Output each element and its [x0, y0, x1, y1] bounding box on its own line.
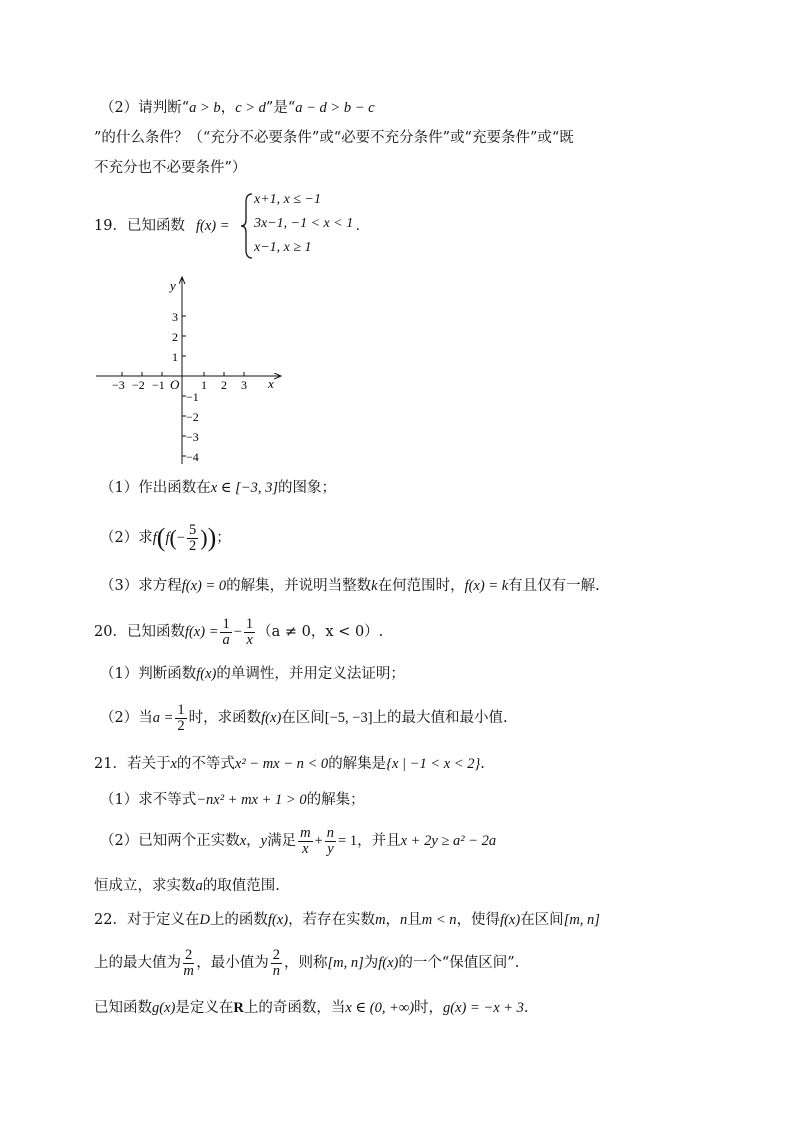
q20-p2-den: 2 [177, 717, 185, 734]
q18-cond2: c > d [235, 100, 266, 116]
q21-p1-math: −nx² + mx + 1 > 0 [196, 792, 307, 808]
q21-p2-num2: n [326, 824, 335, 841]
q22-mn: m < n [421, 912, 457, 928]
q19-p2-minus: − [176, 530, 185, 546]
q20-num1: 1 [222, 615, 230, 632]
y-tick-2: 2 [172, 330, 178, 344]
origin-label: O [170, 377, 180, 392]
q19-p1-math: x ∈ [−3, 3] [210, 480, 278, 496]
q20-den2: x [246, 631, 253, 648]
q20-lhs: f(x) = [184, 624, 219, 640]
q22-line2 [94, 944, 519, 982]
q22-text: ， [385, 912, 401, 928]
q20-num2: 1 [245, 615, 254, 632]
q21-p2-x: x [239, 833, 247, 849]
q20-number: 20．已知函数 [94, 624, 185, 640]
q19-brace [240, 192, 254, 260]
q19-p3-math1: f(x) = 0 [181, 578, 227, 594]
q19-p2-den: 2 [188, 537, 197, 554]
q20-frac2 [244, 617, 255, 648]
q19-p2-frac [187, 523, 198, 554]
q19-p2-num: 5 [188, 521, 197, 538]
q20-p2-var: a = [152, 710, 174, 726]
q22-l3-text: 已知函数 [94, 1000, 152, 1016]
q19-p1-text: 的图象； [277, 480, 336, 496]
q22-fx2: f(x) [500, 912, 521, 928]
q22-l3-domain: x ∈ (0, +∞) [345, 1000, 415, 1016]
q22-text: 22．对于定义在 [94, 912, 200, 928]
q19-case-3: x−1, x ≥ 1 [254, 240, 312, 255]
q19-p2-text: ； [216, 530, 231, 546]
q21-text: 的不等式 [176, 756, 235, 772]
q22-l3-text: 是定义在 [175, 1000, 234, 1016]
q21-p2-text: （2）已知两个正实数 [100, 833, 240, 849]
q21-set: {x | −1 < x < 2} [386, 756, 481, 772]
q21-p2-text: 满足 [267, 833, 297, 849]
q21-p2-plus: + [314, 833, 323, 849]
q22-l3-text: 时， [414, 1000, 444, 1016]
q20-minus: − [233, 624, 242, 640]
q19-part3 [100, 576, 600, 596]
q21-p2-den1: x [302, 840, 309, 857]
q22-l2-text: 上的最大值为 [94, 955, 181, 971]
q19-p1-text: （1）作出函数在 [100, 480, 211, 496]
q19-p2-paren-inner-close: ) [200, 525, 208, 550]
x-tick-2: 2 [221, 378, 227, 392]
q21-number: 21．若关于 [94, 756, 171, 772]
x-axis-label: x [268, 376, 274, 391]
q22-l3-gx: g(x) [152, 1000, 176, 1016]
q19-part1 [100, 478, 336, 498]
q20-part2 [100, 700, 508, 736]
q18-text: （2）请判断“ [100, 100, 190, 116]
q22-num2: 2 [272, 946, 280, 963]
q21-text: 的解集是 [328, 756, 387, 772]
q21-p2-eq: = 1 [338, 833, 358, 849]
y-tick-neg4: −4 [186, 450, 199, 464]
q19-p2-f-inner: f [165, 530, 170, 546]
q20-den1: a [222, 631, 230, 648]
q19-p3-text: 有且仅有一解. [508, 578, 600, 594]
q19-p3-k: k [371, 578, 378, 594]
y-tick-neg2: −2 [186, 410, 199, 424]
q19-case-1: x+1, x ≤ −1 [254, 192, 322, 207]
q20-p2-text: 上的最大值和最小值. [372, 710, 508, 726]
q21-part2 [100, 822, 496, 860]
q20-p2-text: 在区间 [281, 710, 325, 726]
q22-l2-text: 的一个“保值区间”. [398, 955, 520, 971]
q18-part2-line3: 不充分也不必要条件”） [94, 160, 247, 176]
x-tick-3: 3 [241, 378, 247, 392]
y-tick-neg3: −3 [186, 430, 199, 444]
x-tick-neg1: −1 [152, 378, 165, 392]
q18-cond3: a − d > b − c [295, 100, 375, 116]
q22-n: n [400, 912, 408, 928]
q20-p2-text: 时，求函数 [188, 710, 262, 726]
q18-sep: ， [220, 100, 236, 116]
q19-p2-paren-inner: ( [169, 525, 177, 550]
q20-p2-interval: [−5, −3] [324, 710, 373, 726]
q22-l2-text: ，则称 [284, 955, 328, 971]
y-axis-label: y [170, 278, 176, 293]
q19-case-2: 3x−1, −1 < x < 1 [254, 216, 354, 231]
q22-line1 [94, 910, 600, 930]
q18-text: ”是“ [265, 100, 296, 116]
q21-part1 [100, 790, 365, 810]
q22-line3 [94, 998, 529, 1018]
q20-p2-frac [175, 703, 186, 734]
q18-part2-line2: ”的什么条件？（“充分不必要条件”或“必要不充分条件”或“充要条件”或“既 [94, 130, 574, 146]
y-tick-neg1: −1 [186, 390, 199, 404]
q19-header [94, 188, 494, 264]
q22-l3-R: R [233, 1000, 244, 1016]
q20-p1-text: 的单调性，并用定义法证明； [216, 666, 405, 682]
q22-den1: m [183, 962, 194, 979]
q22-text: ，若存在实数 [288, 912, 376, 928]
x-tick-neg3: −3 [112, 378, 125, 392]
q21-p1-text: （1）求不等式 [100, 792, 197, 808]
q22-num1: 2 [185, 946, 193, 963]
q20-p2-math: f(x) [261, 710, 282, 726]
q22-interval: [m, n] [563, 912, 600, 928]
q22-text: 在区间 [520, 912, 564, 928]
q19-p2-paren-close: ) [207, 523, 217, 552]
q19-p2-f-outer: f [152, 530, 157, 546]
q18-part2-line1 [100, 98, 375, 118]
q21-p2-den2: y [327, 840, 334, 857]
q22-D: D [199, 912, 210, 928]
q19-p2-text: （2）求 [100, 530, 153, 546]
q21-period: . [480, 756, 485, 772]
q22-l3-period: . [523, 1000, 529, 1016]
q21-header [94, 754, 485, 774]
q22-text: 且 [407, 912, 422, 928]
q19-part2 [100, 520, 231, 556]
q21-p1-text: 的解集； [306, 792, 365, 808]
y-tick-3: 3 [172, 310, 178, 324]
q22-l2-text: 为 [363, 955, 379, 971]
q21-cont-var: a [195, 878, 203, 894]
y-tick-1: 1 [172, 350, 178, 364]
q19-coordinate-axes [90, 272, 290, 468]
q21-p2-comma: ， [246, 833, 261, 849]
q21-p2-math: x + 2y ≥ a² − 2a [400, 833, 497, 849]
q22-l3-text: 上的奇函数，当 [243, 1000, 346, 1016]
q22-l2-fx: f(x) [378, 955, 399, 971]
q22-l2-interval: [m, n] [327, 955, 364, 971]
q21-cont-text: 的取值范围. [202, 878, 280, 894]
q22-m: m [375, 912, 386, 928]
q22-l3-def: g(x) = −x + 3 [443, 1000, 524, 1016]
q18-cond1: a > b [189, 100, 221, 116]
q20-part1 [100, 664, 405, 684]
q21-part2-cont [94, 876, 280, 896]
q21-p2-frac2 [325, 826, 336, 857]
q22-text: 上的函数 [209, 912, 268, 928]
q20-condition: （a ≠ 0，x < 0）. [257, 624, 384, 640]
q21-ineq: x² − mx − n < 0 [234, 756, 329, 772]
q21-cont-text: 恒成立，求实数 [94, 878, 196, 894]
q20-header [94, 614, 383, 650]
q19-p3-math2: f(x) = k [464, 578, 509, 594]
q22-l2-text: ，最小值为 [196, 955, 269, 971]
q20-frac1 [220, 617, 231, 648]
q19-p3-text: （3）求方程 [100, 578, 182, 594]
x-tick-1: 1 [201, 378, 207, 392]
q20-p1-text: （1）判断函数 [100, 666, 197, 682]
x-tick-neg2: −2 [132, 378, 145, 392]
q22-frac2 [271, 948, 282, 979]
q21-p2-y: y [260, 833, 268, 849]
q20-p2-text: （2）当 [100, 710, 153, 726]
q21-p2-num1: m [300, 824, 311, 841]
q19-p3-text: 的解集，并说明当整数 [226, 578, 372, 594]
q22-text: ，使得 [456, 912, 501, 928]
q21-p2-text: ，并且 [357, 833, 401, 849]
q20-p2-num: 1 [177, 701, 185, 718]
q19-lhs: f(x) = [196, 218, 230, 234]
q20-p1-math: f(x) [196, 666, 217, 682]
q21-p2-frac1 [298, 826, 312, 857]
q19-period: . [356, 218, 360, 234]
q19-number: 19．已知函数 [94, 218, 185, 234]
q22-fx: f(x) [267, 912, 289, 928]
q19-p2-paren: ( [156, 523, 166, 552]
q19-p3-text: 在何范围时， [377, 578, 465, 594]
q22-frac1 [183, 948, 194, 979]
q21-x: x [170, 756, 177, 772]
q22-den2: n [272, 962, 280, 979]
